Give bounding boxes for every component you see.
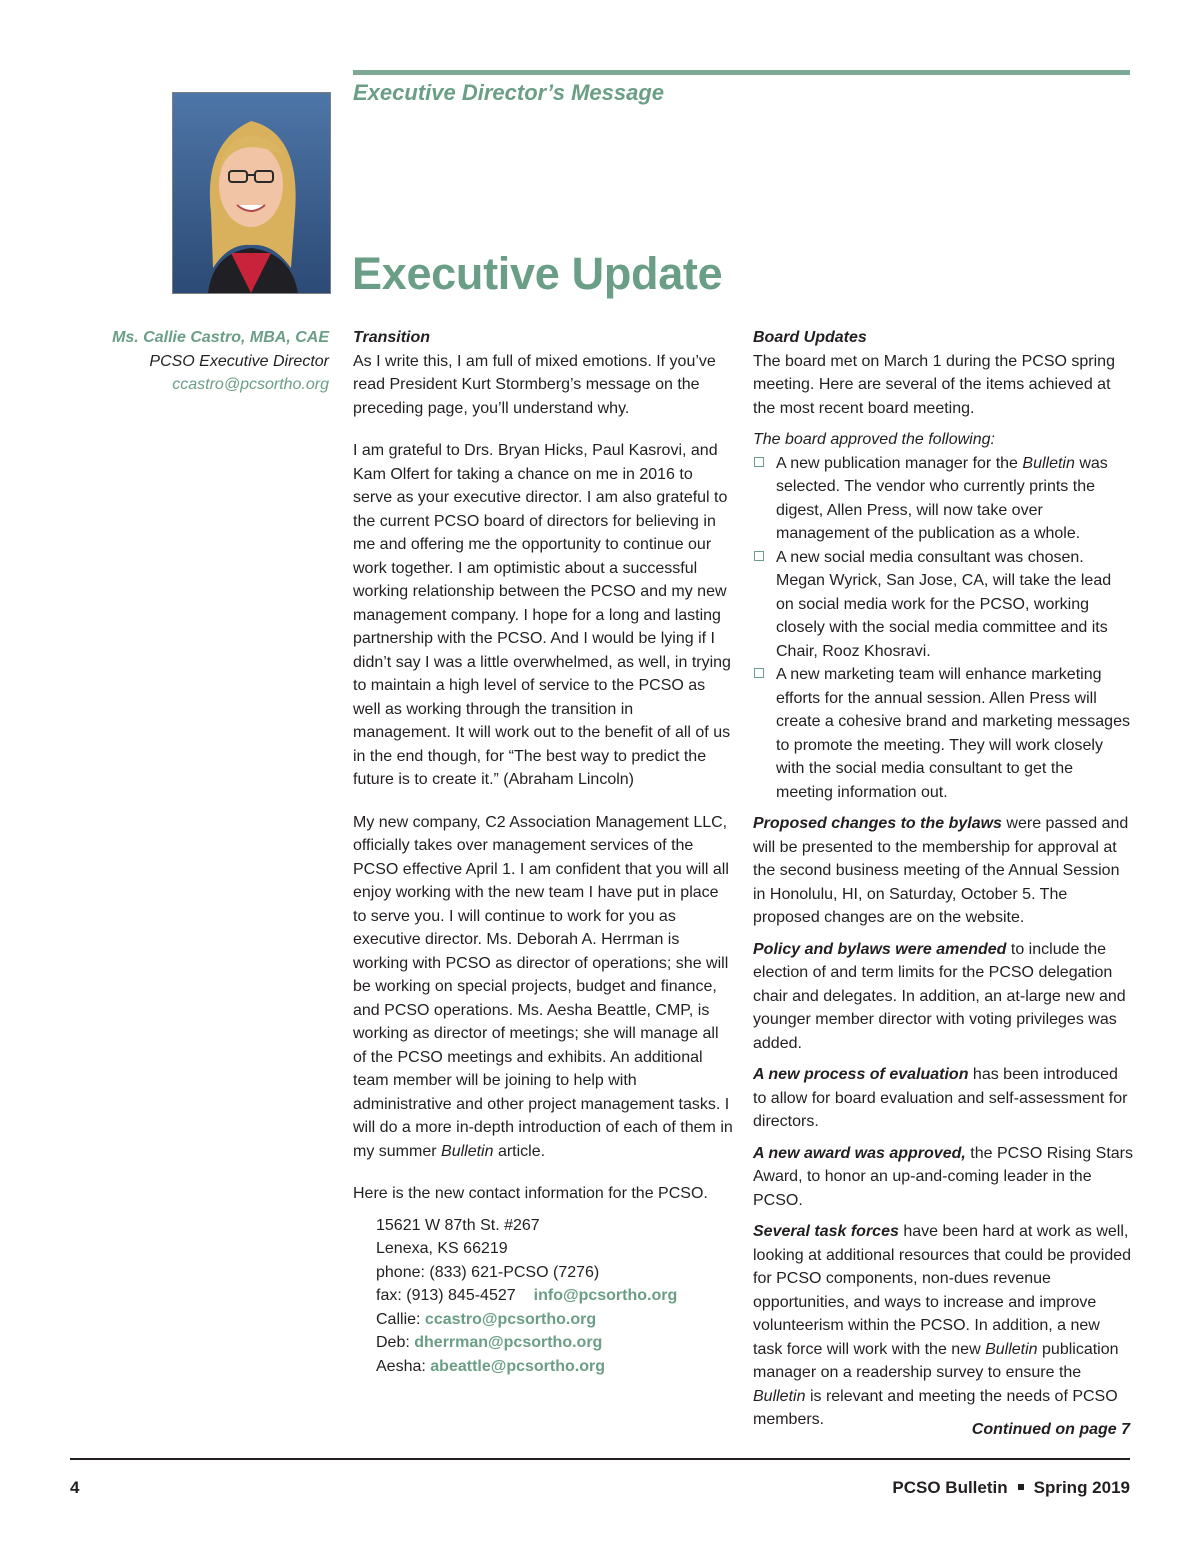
continued-note: Continued on page 7 <box>971 1421 1130 1438</box>
header-rule <box>353 70 1130 75</box>
policy-paragraph <box>753 938 1133 1056</box>
bullet-1-end: was selected. The vendor who currently prints the digest, Allen Press, will now take over management of the publication as a whole. <box>776 454 1108 542</box>
author-block <box>112 326 329 397</box>
callie-email-link[interactable]: ccastro@pcsortho.org <box>424 1310 597 1328</box>
policy-rest: to include the election of and term limits for the PCSO delegation chair and delegates. In addition, an at-large new and younger member director with voting privileges was added. <box>753 940 1126 1052</box>
bullet-1-italic: Bulletin <box>1022 454 1075 472</box>
checkbox-bullet-icon <box>754 668 764 678</box>
list-item <box>753 546 1133 664</box>
deb-email-link[interactable]: dherrman@pcsortho.org <box>414 1334 603 1351</box>
column-left <box>353 326 733 1378</box>
contact-block <box>376 1214 733 1379</box>
bullet-1-text: A new publication manager for the <box>776 454 1018 472</box>
callie-label: Callie: <box>376 1310 421 1328</box>
contact-aesha-row <box>376 1355 733 1379</box>
author-role: PCSO Executive Director <box>149 352 329 370</box>
evaluation-paragraph <box>753 1063 1133 1134</box>
board-intro: The board met on March 1 during the PCSO spring meeting. Here are several of the items achieved at the most recent board meeting. <box>753 352 1115 417</box>
issue-name: Spring 2019 <box>1033 1478 1130 1497</box>
publication-name: PCSO Bulletin <box>892 1478 1008 1497</box>
checkbox-bullet-icon <box>754 551 764 561</box>
deb-label: Deb: <box>376 1334 410 1351</box>
paragraph-3-text: My new company, C2 Association Management LLC, officially takes over management services of the PCSO effective April 1. I am confident that you will all enjoy working with the new team I have put in place to serve you. I will continue to work for you as executive director. Ms. Deborah A. Herrman is working with PCSO as director of operations; she will be working on special projects, budget and finance, and PCSO operations. Ms. Aesha Beattle, CMP, is working as director of meetings; she will manage all of the PCSO meetings and exhibits. An additional team member will be joining to help with administrative and other project management tasks. I will do a more in-depth introduction of each of them in my summer <box>353 813 733 1160</box>
contact-deb-row <box>376 1331 733 1355</box>
board-updates-heading: Board Updates <box>753 329 867 346</box>
contact-address: 15621 W 87th St. #267 <box>376 1216 540 1234</box>
paragraph-4: Here is the new contact information for the PCSO. <box>353 1185 708 1202</box>
author-email-link[interactable]: ccastro@pcsortho.org <box>172 376 329 393</box>
contact-fax: fax: (913) 845-4527 <box>376 1287 516 1304</box>
task-text-b: publication manager on a readership survey to ensure the <box>753 1340 1119 1381</box>
checkbox-bullet-icon <box>754 457 764 467</box>
aesha-label: Aesha: <box>376 1357 426 1375</box>
portrait-image <box>173 93 330 293</box>
bulletin-italic: Bulletin <box>441 1142 494 1160</box>
square-separator-icon <box>1018 1484 1024 1490</box>
task-italic-1: Bulletin <box>985 1340 1038 1358</box>
contact-callie-row <box>376 1308 733 1332</box>
task-italic-2: Bulletin <box>753 1387 806 1405</box>
award-rest: the PCSO Rising Stars Award, to honor an up-and-coming leader in the PCSO. <box>753 1144 1133 1209</box>
policy-lead: Policy and bylaws were amended <box>753 940 1007 958</box>
bylaws-rest: were passed and will be presented to the membership for approval at the second business meeting of the Annual Session in Honolulu, HI, on Saturday, October 5. The proposed changes are on the website. <box>753 815 1129 926</box>
task-lead: Several task forces <box>753 1223 899 1240</box>
bylaws-lead: Proposed changes to the bylaws <box>753 815 1002 832</box>
paragraph-1: As I write this, I am full of mixed emotions. If you’ve read President Kurt Stormberg’s message on the preceding page, you’ll understand why. <box>353 352 716 417</box>
page-number: 4 <box>70 1478 80 1497</box>
author-photo <box>172 92 331 294</box>
task-text-a: have been hard at work as well, looking at additional resources that could be provided for PCSO components, non-dues revenue opportunities, and ways to increase and improve volunteerism within the PCSO. In addition, a new task force will work with the new <box>753 1223 1132 1358</box>
author-name: Ms. Callie Castro, MBA, CAE <box>112 329 329 346</box>
footer-publication <box>892 1478 1130 1498</box>
section-label: Executive Director’s Message <box>353 80 665 105</box>
approved-heading: The board approved the following: <box>753 431 995 448</box>
task-text-c: is relevant and meeting the needs of PCSO members. <box>753 1387 1118 1428</box>
paragraph-3-end: article. <box>497 1142 546 1160</box>
info-email-link[interactable]: info@pcsortho.org <box>533 1287 678 1304</box>
bullet-2-text: A new social media consultant was chosen. Megan Wyrick, San Jose, CA, will take the lead on social media work for the PCSO, working closely with the social media committee and its Chair, Rooz Khosravi. <box>776 548 1112 660</box>
paragraph-2: I am grateful to Drs. Bryan Hicks, Paul Kasrovi, and Kam Olfert for taking a chance on me in 2016 to serve as your executive director. I am also grateful to the current PCSO board of directors for believing in me and offering me the opportunity to continue our work together. I am optimistic about a successful working relationship between the PCSO and my new management company. I hope for a long and lasting partnership with the PCSO. And I would be lying if I didn’t say I was a little overwhelmed, as well, in trying to maintain a high level of service to the PCSO as well as working through the transition in management. It will work out to the benefit of all of us in the end though, for “The best way to predict the future is to create it.” (Abraham Lincoln) <box>353 442 731 788</box>
paragraph-3 <box>353 811 733 1164</box>
contact-fax-row <box>376 1284 733 1308</box>
bylaws-paragraph <box>753 812 1133 930</box>
task-forces-paragraph <box>753 1220 1133 1432</box>
footer-rule <box>70 1458 1130 1460</box>
article-title: Executive Update <box>352 248 723 299</box>
approved-list <box>753 452 1133 805</box>
column-right <box>753 326 1133 1440</box>
list-item <box>753 663 1133 804</box>
list-item <box>753 452 1133 546</box>
transition-heading: Transition <box>353 329 431 346</box>
aesha-email-link[interactable]: abeattle@pcsortho.org <box>430 1357 605 1375</box>
award-paragraph <box>753 1142 1133 1213</box>
bullet-3-text: A new marketing team will enhance marketing efforts for the annual session. Allen Press will create a cohesive brand and marketing messages to promote the meeting. They will work closely with the social media consultant to get the meeting information out. <box>776 666 1130 801</box>
contact-city: Lenexa, KS 66219 <box>376 1240 508 1257</box>
contact-phone: phone: (833) 621-PCSO (7276) <box>376 1263 600 1281</box>
award-lead: A new award was approved, <box>753 1144 966 1162</box>
evaluation-lead: A new process of evaluation <box>753 1066 969 1083</box>
evaluation-rest: has been introduced to allow for board evaluation and self-assessment for directors. <box>753 1066 1128 1130</box>
